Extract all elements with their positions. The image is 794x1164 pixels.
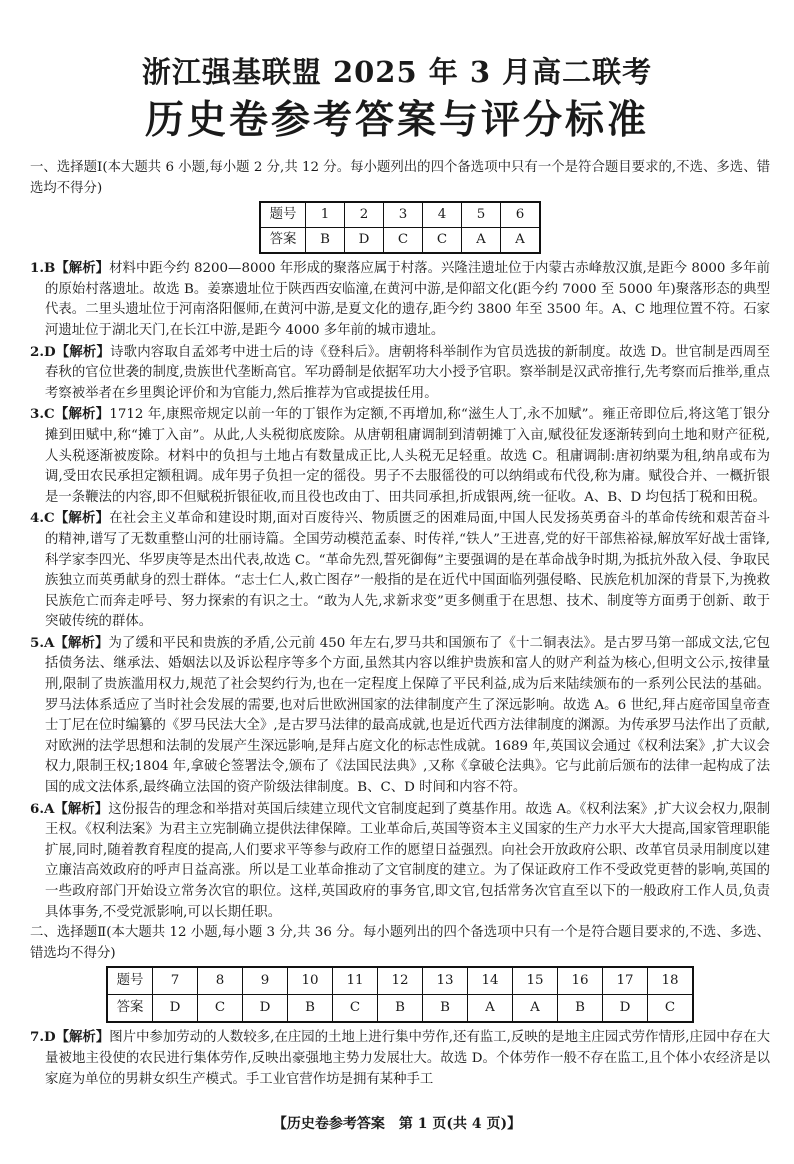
answer-cell: B [288,995,333,1023]
question-number: 8 [198,967,243,995]
question-number: 14 [468,967,513,995]
document-body [30,158,770,1090]
answer-cell: A [501,228,541,254]
question-number: 13 [423,967,468,995]
explanation-item [30,342,770,405]
question-number: 15 [513,967,558,995]
answer-cell: B [306,228,345,254]
question-number: 9 [243,967,288,995]
item-text: 图片中参加劳动的人数较多,在庄园的土地上进行集中劳作,还有监工,反映的是地主庄园式劳作情形,庄园中存在大量被地主役使的农民进行集体劳作,反映出豪强地主势力发展壮大。故选 D。个体劳作一般不存在监工,且个体小农经济是以家庭为单位的男耕女织生产模式。手工业官营作坊是拥有某种手工 [45,1030,770,1087]
answer-cell: D [603,995,648,1023]
question-number: 4 [423,202,462,228]
answer-cell: D [153,995,198,1023]
question-number: 18 [648,967,694,995]
answer-cell: A [462,228,501,254]
question-number: 7 [153,967,198,995]
table-row-answers [260,228,540,254]
item-lead: 2.D【解析】 [30,343,111,360]
answer-table-1 [259,201,541,254]
table-row-numbers [260,202,540,228]
answer-cell: C [423,228,462,254]
item-text: 为了缓和平民和贵族的矛盾,公元前 450 年左右,罗马共和国颁布了《十二铜表法》。是古罗马第一部成文法,它包括债务法、继承法、婚姻法以及诉讼程序等多个方面,虽然其内容以维护贵族和富人的财产利益为核心,但明文公示,按律量刑,限制了贵族滥用权力,规范了社会契约行为,也在一定程度上保障了平民利益,成为后来陆续颁布的一系列公民法的基础。罗马法体系适应了当时社会发展的需要,也对后世欧洲国家的法律制度产生了深远影响。故选 A。6 世纪,拜占庭帝国皇帝查士丁尼在位时编纂的《罗马民法大全》,是古罗马法律的最高成就,也是近代西方法律制度的渊源。为传承罗马法作出了贡献,对欧洲的法学思想和法制的发展产生深远影响,是拜占庭文化的标志性成就。1689 年,英国议会通过《权利法案》,扩大议会权力,限制王权;1804 年,拿破仑签署法令,颁布了《法国民法典》,又称《拿破仑法典》。它与此前后颁布的法律一起构成了法国的成文法体系,最终确立法国的资产阶级法律制度。B、C、D 时间和内容不符。 [45,635,771,796]
explanation-item [30,633,770,799]
answer-table-2 [106,966,694,1023]
answer-cell: D [345,228,384,254]
section2-heading: 二、选择题Ⅱ(本大题共 12 小题,每小题 3 分,共 36 分。每小题列出的四个备选项中只有一个是符合题目要求的,不选、多选、错选均不得分) [30,925,770,961]
question-number: 6 [501,202,541,228]
row-label: 题号 [107,967,153,995]
row-label: 答案 [260,228,306,254]
answer-cell: B [558,995,603,1023]
item-text: 材料中距今约 8200—8000 年形成的聚落应属于村落。兴隆洼遗址位于内蒙古赤峰敖汉旗,是距今 8000 多年前的原始村落遗址。故选 B。姜寨遗址位于陕西西安临潼,在黄河中游,是仰韶文化(距今约 7000 至 5000 年)聚落形态的典型代表。二里头遗址位于河南洛阳偃师,在黄河中游,是夏文化的遗存,距今约 3800 年至 3500 年。A、C 地理位置不符。石家河遗址位于湖北天门,在长江中游,是距今 4000 多年前的城市遗址。 [45,261,771,338]
question-number: 5 [462,202,501,228]
question-number: 3 [384,202,423,228]
table-row-answers [107,995,693,1023]
item-lead: 6.A【解析】 [30,800,109,817]
question-number: 16 [558,967,603,995]
item-text: 在社会主义革命和建设时期,面对百废待兴、物质匮乏的困难局面,中国人民发扬英勇奋斗的革命传统和艰苦奋斗的精神,谱写了无数重整山河的壮丽诗篇。全国劳动模范孟泰、时传祥,“铁人”王进喜,党的好干部焦裕禄,解放军好战士雷锋,科学家李四光、华罗庚等是杰出代表,故选 C。“革命先烈,誓死御侮”主要强调的是在革命战争时期,为抵抗外敌入侵、争取民族独立而英勇献身的烈士群体。“志士仁人,救亡图存”一般指的是在近代中国面临列强侵略、民族危机加深的背景下,为挽救民族危亡而奔走呼号、努力探索的有识之士。“敢为人先,求新求变”更多侧重于在思想、技术、制度等方面勇于创新、敢于突破传统的群体。 [45,511,771,630]
explanation-item [30,404,770,508]
item-text: 这份报告的理念和举措对英国后续建立现代文官制度起到了奠基作用。故选 A。《权利法案》,扩大议会权力,限制王权。《权利法案》为君主立宪制确立提供法律保障。工业革命后,英国等资本主义国家的生产力水平大大提高,国家管理职能扩展,同时,随着教育程度的提高,人们要求平等参与政府工作的愿望日益强烈。向社会开放政府公职、改革官员录用制度以建立廉洁高效政府的呼声日益高涨。所以是工业革命推动了文官制度的建立。为了保证政府工作不受政党更替的影响,英国的一些政府部门开始设立常务次官的职位。这样,英国政府的事务官,即文官,包括常务次官直至以下的一般政府工作人员,负责具体事务,不受党派影响,可以长期任职。 [45,801,770,920]
answer-cell: C [648,995,694,1023]
item-text: 诗歌内容取自孟郊考中进士后的诗《登科后》。唐朝将科举制作为官员选拔的新制度。故选 D。世官制是西周至春秋的官位世袭的制度,贵族世代垄断高官。军功爵制是依据军功大小授予官职。察举制是汉武帝推行,先考察而后推举,重点考察被举者在乡里舆论评价和为官能力,然后推荐为官或提拔任用。 [45,344,770,401]
row-label: 题号 [260,202,306,228]
answer-cell: C [384,228,423,254]
answer-cell: B [378,995,423,1023]
answer-cell: A [513,995,558,1023]
explanation-item [30,799,770,924]
answer-cell: C [198,995,243,1023]
explanation-item [30,1027,770,1090]
section1-heading: 一、选择题Ⅰ(本大题共 6 小题,每小题 2 分,共 12 分。每小题列出的四个备选项中只有一个是符合题目要求的,不选、多选、错选均不得分) [30,160,770,196]
item-lead: 1.B【解析】 [30,260,110,277]
question-number: 2 [345,202,384,228]
item-lead: 7.D【解析】 [30,1029,110,1046]
question-number: 12 [378,967,423,995]
answer-cell: A [468,995,513,1023]
question-number: 1 [306,202,345,228]
row-label: 答案 [107,995,153,1023]
item-lead: 4.C【解析】 [30,510,110,527]
item-lead: 5.A【解析】 [30,634,109,651]
explanation-item [30,508,770,633]
answer-cell: D [243,995,288,1023]
answer-cell: B [423,995,468,1023]
item-lead: 3.C【解析】 [30,406,110,423]
item-text: 1712 年,康熙帝规定以前一年的丁银作为定额,不再增加,称“滋生人丁,永不加赋”。雍正帝即位后,将这笔丁银分摊到田赋中,称“摊丁入亩”。从此,人头税彻底废除。从唐朝租庸调制到清朝摊丁入亩,赋役征发逐渐转到向土地和财产征税,人头税逐渐被废除。材料中的负担与土地占有数量成正比,人头税无足轻重。故选 C。租庸调制:唐初纳粟为租,纳帛或布为调,受田农民承担定额租调。成年男子负担一定的徭役。男子不去服徭役的可以纳绢或布代役,称为庸。赋役合并、一概折银是一条鞭法的内容,即不但赋税折银征收,而且役也改由丁、田共同承担,折成银两,统一征收。A、B、D 均包括丁税和田税。 [45,407,770,505]
table-row-numbers [107,967,693,995]
question-number: 11 [333,967,378,995]
answer-cell: C [333,995,378,1023]
question-number: 10 [288,967,333,995]
question-number: 17 [603,967,648,995]
document-title: 浙江强基联盟 2025 年 3 月高二联考 [141,55,653,89]
document-subtitle: 历史卷参考答案与评分标准 [144,97,649,143]
page-footer: 【历史卷参考答案 第 1 页(共 4 页)】 [272,1116,522,1133]
explanation-item [30,258,770,341]
